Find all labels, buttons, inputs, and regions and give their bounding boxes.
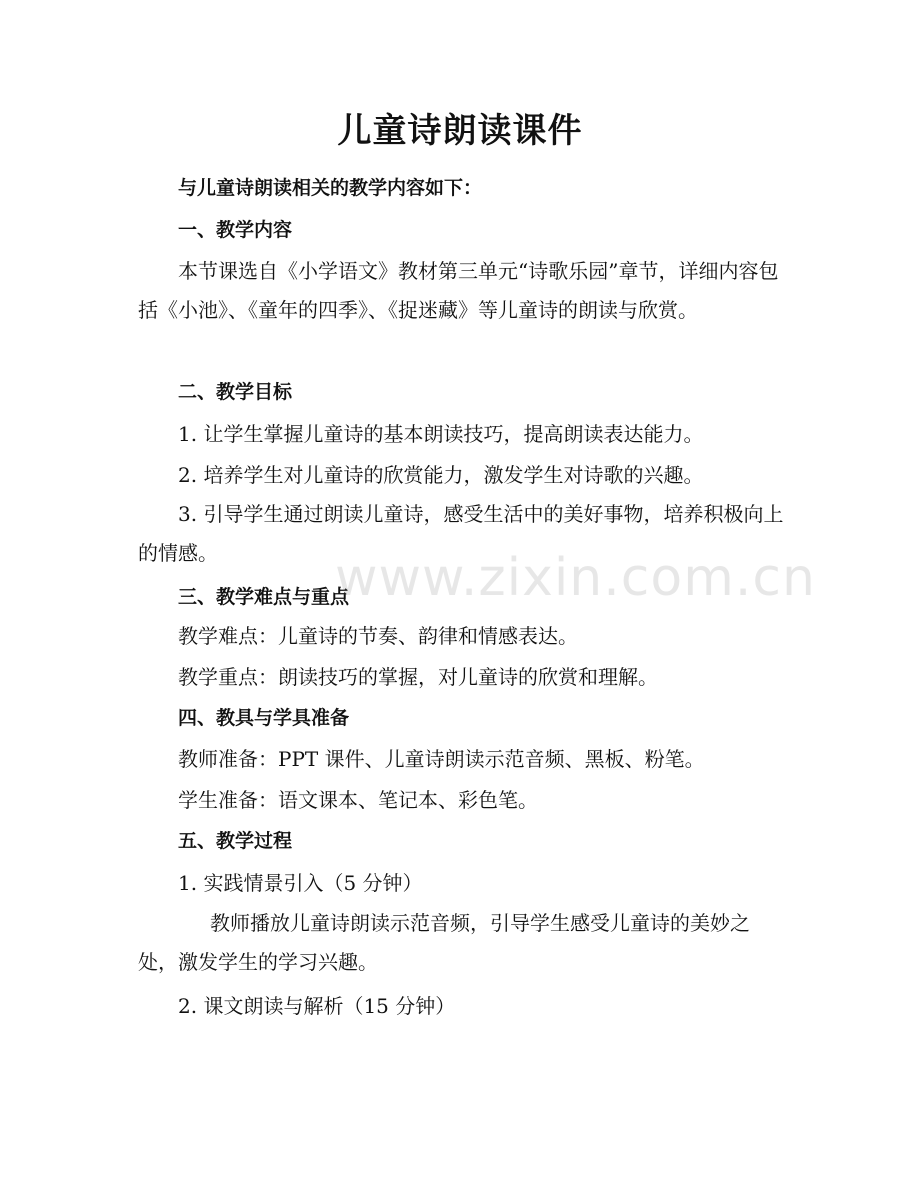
student-prep-text: 学生准备：语文课本、笔记本、彩色笔。 xyxy=(178,788,538,812)
section-heading-process: 五、教学过程 xyxy=(178,830,293,852)
process-step-title: 1. 实践情景引入（5 分钟） xyxy=(178,871,423,895)
goal-item: 2. 培养学生对儿童诗的欣赏能力，激发学生对诗歌的兴趣。 xyxy=(178,463,704,487)
goal-item: 3. 引导学生通过朗读儿童诗，感受生活中的美好事物，培养积极向上的情感。 xyxy=(138,502,784,565)
section-heading-difficulties: 三、教学难点与重点 xyxy=(178,586,350,608)
goal-item: 1. 让学生掌握儿童诗的基本朗读技巧，提高朗读表达能力。 xyxy=(178,422,704,446)
process-step-text: 教师播放儿童诗朗读示范音频，引导学生感受儿童诗的美妙之处，激发学生的学习兴趣。 xyxy=(138,911,750,974)
difficulty-text: 教学难点：儿童诗的节奏、韵律和情感表达。 xyxy=(178,624,578,648)
section-heading-content: 一、教学内容 xyxy=(178,219,293,241)
document-title: 儿童诗朗读课件 xyxy=(337,111,583,151)
intro-text: 与儿童诗朗读相关的教学内容如下： xyxy=(178,177,483,199)
section-heading-tools: 四、教具与学具准备 xyxy=(178,707,350,729)
watermark: www.zixin.com.cn xyxy=(335,548,816,608)
key-point-text: 教学重点：朗读技巧的掌握，对儿童诗的欣赏和理解。 xyxy=(178,665,658,689)
teacher-prep-text: 教师准备：PPT 课件、儿童诗朗读示范音频、黑板、粉笔。 xyxy=(178,747,705,771)
content-paragraph: 本节课选自《小学语文》教材第三单元“诗歌乐园”章节，详细内容包括《小池》、《童年的四季》、《捉迷藏》等儿童诗的朗读与欣赏。 xyxy=(138,259,779,322)
process-step-title: 2. 课文朗读与解析（15 分钟） xyxy=(178,994,456,1018)
section-heading-goals: 二、教学目标 xyxy=(178,381,293,403)
